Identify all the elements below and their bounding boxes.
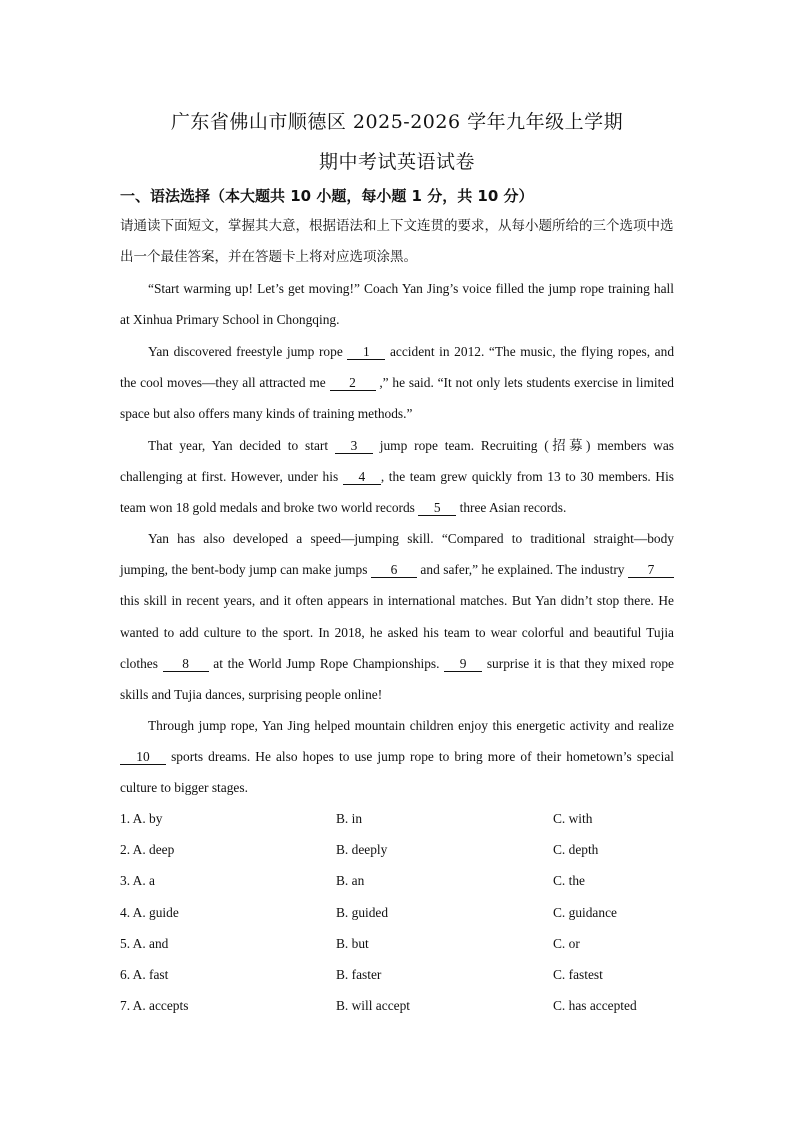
blank-3: 3 <box>335 438 373 454</box>
option-a: 5. A. and <box>120 935 169 951</box>
blank-8: 8 <box>163 656 209 672</box>
option-row-1 <box>120 808 680 839</box>
paragraph-text: jump rope team. Recruiting (招募) members was challenging at first. However, under his <box>120 438 674 485</box>
blank-1: 1 <box>347 344 385 360</box>
option-row-4 <box>120 902 680 933</box>
option-b: B. faster <box>336 966 382 982</box>
paragraph-text: Through jump rope, Yan Jing helped mountain children enjoy this energetic activity and realize <box>148 718 674 733</box>
exam-title-line2: 期中考试英语试卷 <box>318 151 475 173</box>
option-a: 7. A. accepts <box>120 998 189 1014</box>
blank-2: 2 <box>330 375 376 391</box>
paragraph-text: “Start warming up! Let’s get moving!” Coach Yan Jing’s voice filled the jump rope training hall at Xinhua Primary School in Chongqing. <box>120 281 674 328</box>
paragraph-text: and safer,” he explained. The industry <box>416 562 628 578</box>
option-c: C. the <box>553 873 585 889</box>
option-a: 6. A. fast <box>120 966 169 982</box>
paragraph-text: That year, Yan decided to start <box>148 438 335 453</box>
option-b: B. deeply <box>336 842 388 858</box>
option-a: 1. A. by <box>120 811 163 826</box>
option-b: B. an <box>336 873 365 889</box>
passage-paragraph-1 <box>120 273 674 335</box>
option-row-2 <box>120 839 680 870</box>
paragraph-text: Yan has also developed a speed—jumping skill. “Compared to traditional straight—body jumping, the bent-body jump can make jumps <box>120 531 674 578</box>
option-c: C. with <box>553 811 593 826</box>
section-heading: 一、语法选择（本大题共 10 小题，每小题 1 分，共 10 分） <box>120 187 534 205</box>
section-instruction: 请通读下面短文，掌握其大意，根据语法和上下文连贯的要求，从每小题所给的三个选项中选出一个最佳答案，并在答题卡上将对应选项涂黑。 <box>120 218 674 265</box>
passage-paragraph-5 <box>120 710 674 804</box>
blank-10: 10 <box>120 749 166 765</box>
option-b: B. in <box>336 811 363 826</box>
options-list <box>120 808 680 1026</box>
option-a: 2. A. deep <box>120 842 175 858</box>
passage-paragraph-4 <box>120 523 674 710</box>
blank-5: 5 <box>418 500 456 516</box>
option-b: B. guided <box>336 904 389 920</box>
paragraph-text: accident in 2012. “The music, the flying ropes, and the cool moves—they all attracted me <box>120 344 675 391</box>
blank-9: 9 <box>444 656 482 672</box>
passage-paragraph-2 <box>120 336 674 430</box>
option-c: C. has accepted <box>553 998 637 1014</box>
paragraph-text: three Asian records. <box>456 500 567 516</box>
exam-title-line1: 广东省佛山市顺德区 2025-2026 学年九年级上学期 <box>170 111 624 133</box>
paragraph-text: ,” he said. “It not only lets students exercise in limited space but also offers many kinds of training methods.” <box>120 375 674 422</box>
option-row-7 <box>120 995 680 1026</box>
passage-paragraph-3 <box>120 430 674 524</box>
option-a: 4. A. guide <box>120 904 179 920</box>
paragraph-text: surprise it is that they mixed rope skills and Tujia dances, surprising people online! <box>120 655 674 703</box>
option-b: B. but <box>336 935 369 951</box>
option-a: 3. A. a <box>120 873 155 889</box>
option-c: C. guidance <box>553 904 617 920</box>
paragraph-text: Yan discovered freestyle jump rope <box>148 344 348 359</box>
blank-7: 7 <box>628 562 674 578</box>
option-c: C. depth <box>553 842 599 858</box>
option-b: B. will accept <box>336 998 410 1014</box>
paragraph-text: at the World Jump Rope Championships. <box>208 655 445 671</box>
paragraph-text: sports dreams. He also hopes to use jump rope to bring more of their hometown’s special culture to bigger stages. <box>120 749 674 796</box>
paragraph-text: this skill in recent years, and it often appears in international matches. But Yan didn’t stop there. He wanted to add culture to the sport. In 2018, he asked his team to wear colorful and beautiful Tujia clothes <box>120 593 674 671</box>
option-c: C. fastest <box>553 966 603 982</box>
blank-6: 6 <box>371 562 417 578</box>
option-c: C. or <box>553 935 580 951</box>
option-row-5 <box>120 933 680 964</box>
blank-4: 4 <box>343 469 381 485</box>
paragraph-text: , the team grew quickly from 13 to 30 members. His team won 18 gold medals and broke two world records <box>120 469 674 516</box>
option-row-3 <box>120 870 680 901</box>
option-row-6 <box>120 964 680 995</box>
